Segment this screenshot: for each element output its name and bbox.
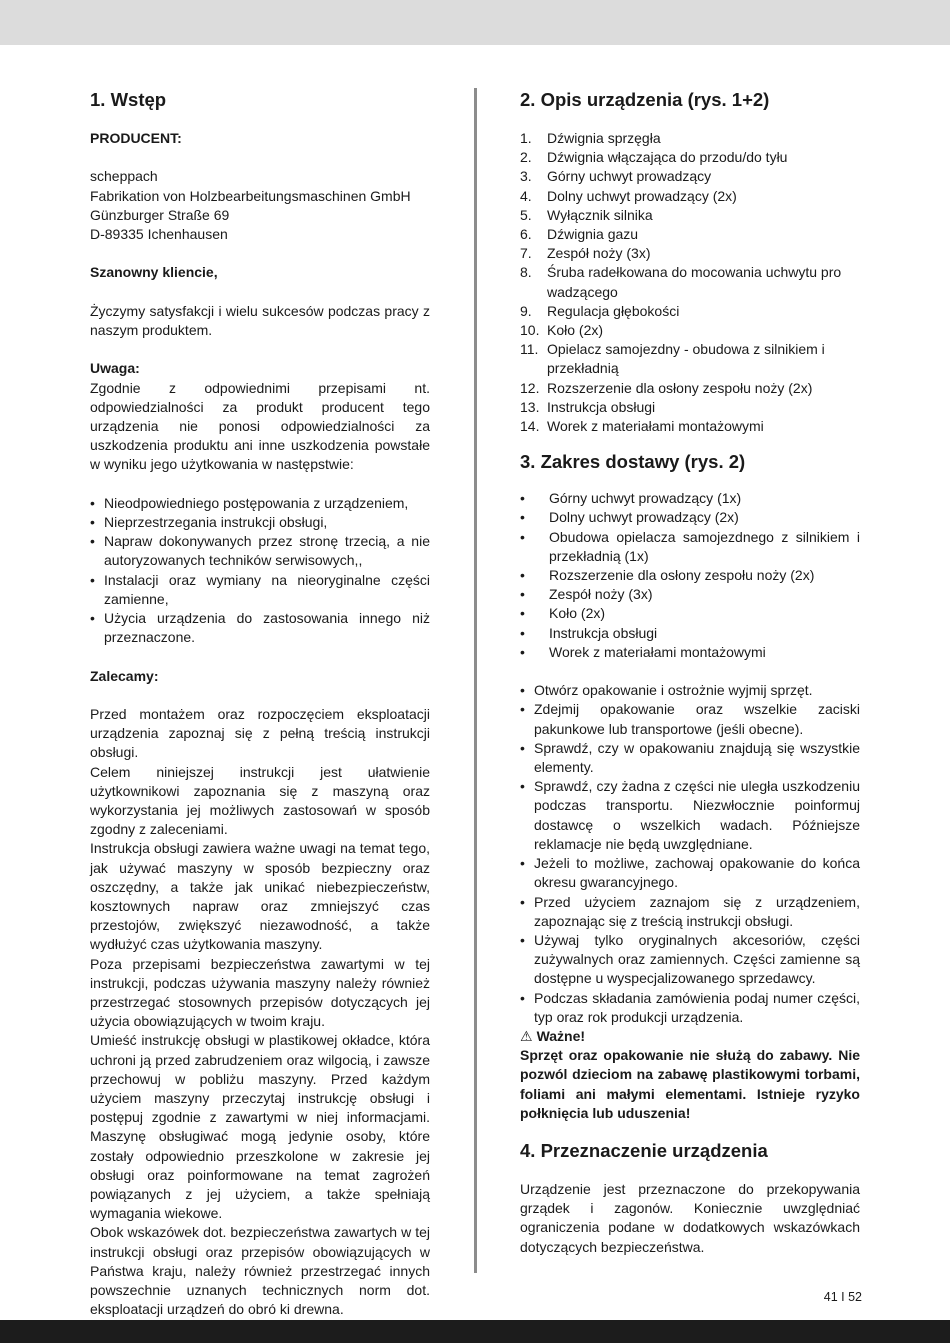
list-item: 1. Dźwignia sprzęgła [520, 130, 661, 146]
address-line: Günzburger Straße 69 [90, 206, 230, 223]
list-item: 5. Wyłącznik silnika [520, 206, 653, 223]
purpose-text: Urządzenie jest przeznaczone do przekopywania grządek i zagonów. Koniecznie uwzględniać ograniczenia podane w dodatkowych wskazówkach dotyczących bezpieczeństwa. [520, 1180, 860, 1255]
section-heading-purpose: 4. Przeznaczenie urządzenia [520, 1139, 768, 1161]
paragraph: Poza przepisami bezpieczeństwa zawartymi w tej instrukcji, podczas używania maszyny należy również przestrzegać stosownych przepisów dotyczących jej użycia obowiązujących w twoim kraju. [90, 955, 430, 1030]
list-item: 10. Koło (2x) [520, 322, 604, 339]
list-item: • Nieprzestrzegania instrukcji obsługi, [90, 513, 328, 530]
list-item: 3. Górny uchwyt prowadzący [520, 168, 712, 185]
list-item: 8. Śruba radełkowana do mocowania uchwytu pro wadzącego [520, 264, 842, 300]
list-item: 6. Dźwignia gazu [520, 226, 639, 243]
list-item: • Podczas składania zamówienia podaj numer części, typ oraz rok produkcji urządzenia. [520, 989, 860, 1025]
paragraph: Przed montażem oraz rozpoczęciem eksploatacji urządzenia zapoznaj się z pełną treścią instrukcji obsługi. [90, 705, 430, 761]
warning-icon: ⚠ [520, 1027, 533, 1044]
list-item: • Nieodpowiedniego postępowania z urządzeniem, [90, 494, 409, 511]
list-item: • Rozszerzenie dla osłony zespołu noży (2x) [520, 567, 815, 584]
page-number: 41 I 52 [823, 1290, 862, 1304]
paragraph: Obok wskazówek dot. bezpieczeństwa zawartych w tej instrukcji obsługi oraz przepisów obowiązujących w Państwa kraju, należy również przestrzegać innych powszechnie uznanych technicznych norm dot. eksploatacji urządzeń do obró ki drewna. [90, 1224, 430, 1318]
paragraph: Celem niniejszej instrukcji jest ułatwienie użytkownikowi zapoznania się z maszyną oraz wykorzystania jej możliwych zastosowań w sposób zgodny z zaleceniami. [90, 763, 430, 838]
warning-heading [520, 1027, 860, 1046]
producer-label: PRODUCENT: [90, 130, 182, 146]
list-item: • Worek z materiałami montażowymi [520, 643, 766, 660]
list-item: • Obudowa opielacza samojezdnego z silnikiem i przekładnią (1x) [520, 528, 860, 564]
list-item: 9. Regulacja głębokości [520, 302, 680, 319]
paragraph: Instrukcja obsługi zawiera ważne uwagi na temat tego, jak używać maszyny w sposób bezpieczny oraz oszczędny, a także jak unikać niebezpieczeństw, kosztownych napraw oraz zmniejszyć czas przestojów, zwiększyć niezawodność, a także wydłużyć czas użytkowania maszyny. [90, 840, 430, 953]
list-item: 14. Worek z materiałami montażowymi [520, 418, 764, 435]
list-item: • Instrukcja obsługi [520, 624, 658, 641]
section-heading-scope: 3. Zakres dostawy (rys. 2) [520, 451, 746, 473]
producer-address [90, 167, 430, 244]
warning-label: Ważne! [536, 1027, 586, 1044]
list-item: 2. Dźwignia włączająca do przodu/do tyłu [520, 149, 788, 166]
list-item: • Zespół noży (3x) [520, 586, 653, 603]
list-item: • Instalacji oraz wymiany na nieoryginalne części zamienne, [90, 571, 430, 607]
parts-list [520, 129, 860, 436]
list-item: • Jeżeli to możliwe, zachowaj opakowanie do końca okresu gwarancyjnego. [520, 855, 860, 891]
list-item: 7. Zespół noży (3x) [520, 245, 651, 262]
list-item: • Dolny uchwyt prowadzący (2x) [520, 509, 739, 526]
liability-list [90, 494, 430, 648]
list-item: • Otwórz opakowanie i ostrożnie wyjmij sprzęt. [520, 682, 813, 699]
address-line: scheppach [90, 168, 158, 185]
scope-list [520, 489, 860, 662]
unpacking-steps-list [520, 681, 860, 1027]
recommend-label: Zalecamy: [90, 667, 159, 684]
address-line: Fabrikation von Holzbearbeitungsmaschinen GmbH [90, 187, 411, 204]
section-heading-intro: 1. Wstęp [90, 89, 167, 110]
address-line: D-89335 Ichenhausen [90, 226, 228, 242]
list-item: 13. Instrukcja obsługi [520, 398, 656, 415]
list-item: • Koło (2x) [520, 605, 606, 622]
list-item: • Zdejmij opakowanie oraz wszelkie zaciski pakunkowe lub transportowe (jeśli obecne). [520, 701, 860, 737]
warning-text: Sprzęt oraz opakowanie nie służą do zabawy. Nie pozwól dzieciom na zabawę plastikowymi torbami, foliami ani małymi elementami. Istnieje ryzyko połknięcia lub uduszenia! [520, 1047, 860, 1121]
top-band [0, 0, 950, 45]
list-item: • Sprawdź, czy w opakowaniu znajdują się wszystkie elementy. [520, 739, 860, 776]
section-heading-description: 2. Opis urządzenia (rys. 1+2) [520, 89, 770, 110]
list-item: • Przed użyciem zaznajom się z urządzeniem, zapoznając się z treścią instrukcji obsługi. [520, 893, 860, 929]
list-item: • Użycia urządzenia do zastosowania innego niż przeznaczone. [90, 610, 430, 646]
column-divider [474, 88, 477, 1273]
wish-text: Życzymy satysfakcji i wielu sukcesów podczas pracy z naszym produktem. [90, 302, 430, 338]
note-text: Zgodnie z odpowiednimi przepisami nt. odpowiedzialności za produkt producent tego urządzenia nie ponosi odpowiedzialności za uszkodzenia produktu ani inne uszkodzenia powstałe w wyniku jego użytkowania w następstwie: [90, 379, 430, 473]
list-item: 12. Rozszerzenie dla osłony zespołu noży (2x) [520, 379, 813, 396]
left-column [90, 88, 430, 1319]
list-item: 4. Dolny uchwyt prowadzący (2x) [520, 187, 737, 204]
list-item: • Górny uchwyt prowadzący (1x) [520, 490, 742, 507]
list-item: • Sprawdź, czy żadna z części nie uległa uszkodzeniu podczas transportu. Niezwłocznie poinformuj dostawcę o wszelkich wadach. Późniejsze reklamacje nie będą uwzględniane. [520, 778, 860, 852]
paragraph: Umieść instrukcję obsługi w plastikowej okładce, która uchroni ją przed zabrudzeniem oraz wilgocią, i zawsze przechowuj w pobliżu maszyny. Przed każdym użyciem maszyny przeczytaj instrukcję obsługi i postępuj zgodnie z zawartymi w niej informacjami. Maszynę obsługiwać mogą jedynie osoby, które zostały odpowiednio przeszkolone w zakresie jej obsługi oraz poinformowane na temat zagrożeń powiązanych z jej użyciem, a także spełniają wymagania wiekowe. [90, 1032, 430, 1222]
list-item: 11. Opielacz samojezdny - obudowa z silnikiem i przekładnią [520, 341, 825, 377]
bottom-band [0, 1320, 950, 1343]
right-column [520, 88, 860, 1257]
greeting: Szanowny kliencie, [90, 264, 218, 281]
note-label: Uwaga: [90, 360, 140, 377]
list-item: • Używaj tylko oryginalnych akcesoriów, części zużywalnych oraz zamiennych. Części zamienne są dostępne u wyspecjalizowanego sprzedawcy. [520, 931, 860, 987]
list-item: • Napraw dokonywanych przez stronę trzecią, a nie autoryzowanych techników serwisowych,, [90, 533, 430, 569]
